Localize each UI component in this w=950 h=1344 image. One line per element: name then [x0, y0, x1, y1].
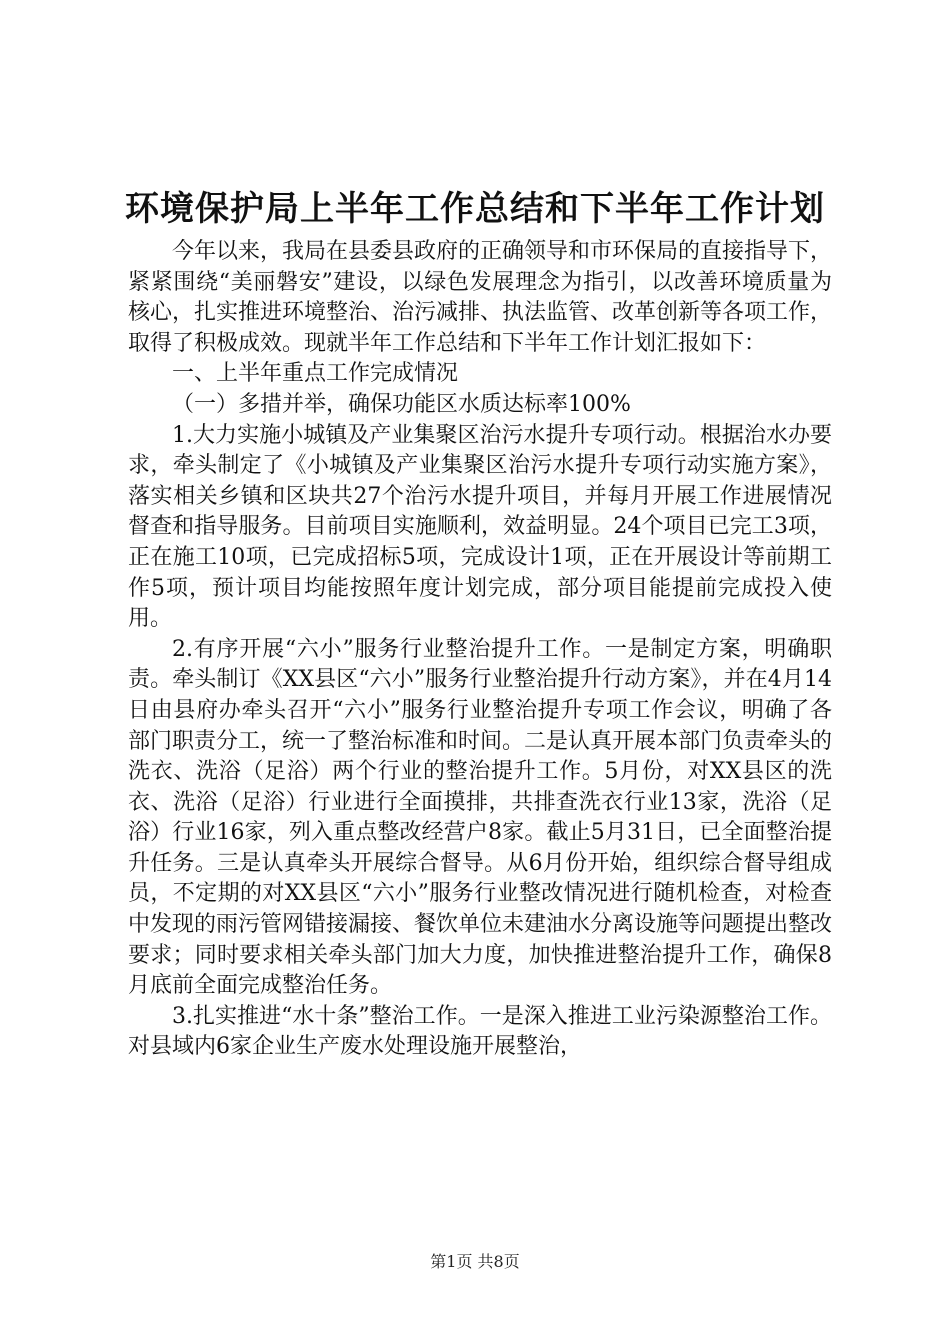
item-paragraph-3: 3.扎实推进“水十条”整治工作。一是深入推进工业污染源整治工作。对县域内6家企业生产废水处理设施开展整治， — [128, 1003, 832, 1060]
document-title: 环境保护局上半年工作总结和下半年工作计划 — [125, 189, 825, 229]
item-paragraph-2: 2.有序开展“六小”服务行业整治提升工作。一是制定方案，明确职责。牵头制订《XX县区“六小”服务行业整治提升行动方案》，并在4月14日由县府办牵头召开“六小”服务行业整治提升专项工作会议，明确了各部门职责分工，统一了整治标准和时间。二是认真开展本部门负责牵头的洗衣、洗浴（足浴）两个行业的整治提升工作。5月份，对XX县区的洗衣、洗浴（足浴）行业进行全面摸排，共排查洗衣行业13家，洗浴（足浴）行业16家，列入重点整改经营户8家。截止5月31日，已全面整治提升任务。三是认真牵头开展综合督导。从6月份开始，组织综合督导组成员，不定期的对XX县区“六小”服务行业整改情况进行随机检查，对检查中发现的雨污管网错接漏接、餐饮单位未建油水分离设施等问题提出整改要求；同时要求相关牵头部门加大力度，加快推进整治提升工作，确保8月底前全面完成整治任务。 — [128, 636, 833, 999]
item-paragraph-1: 1.大力实施小城镇及产业集聚区治污水提升专项行动。根据治水办要求，牵头制定了《小城镇及产业集聚区治污水提升专项行动实施方案》，落实相关乡镇和区块共27个治污水提升项目，并每月开展工作进展情况督查和指导服务。目前项目实施顺利，效益明显。24个项目已完工3项，正在施工10项，已完成招标5项，完成设计1项，正在开展设计等前期工作5项，预计项目均能按照年度计划完成，部分项目能提前完成投入使用。 — [128, 422, 832, 632]
page-footer: 第1页 共8页 — [430, 1252, 520, 1271]
document-body — [128, 237, 832, 1063]
intro-paragraph: 今年以来，我局在县委县政府的正确领导和市环保局的直接指导下，紧紧围绕“美丽磐安”建设，以绿色发展理念为指引，以改善环境质量为核心，扎实推进环境整治、治污减排、执法监管、改革创新等各项工作，取得了积极成效。现就半年工作总结和下半年工作计划汇报如下： — [128, 239, 833, 356]
section-heading: 一、上半年重点工作完成情况 — [172, 361, 459, 387]
subsection-heading: （一）多措并举，确保功能区水质达标率100% — [172, 391, 631, 417]
